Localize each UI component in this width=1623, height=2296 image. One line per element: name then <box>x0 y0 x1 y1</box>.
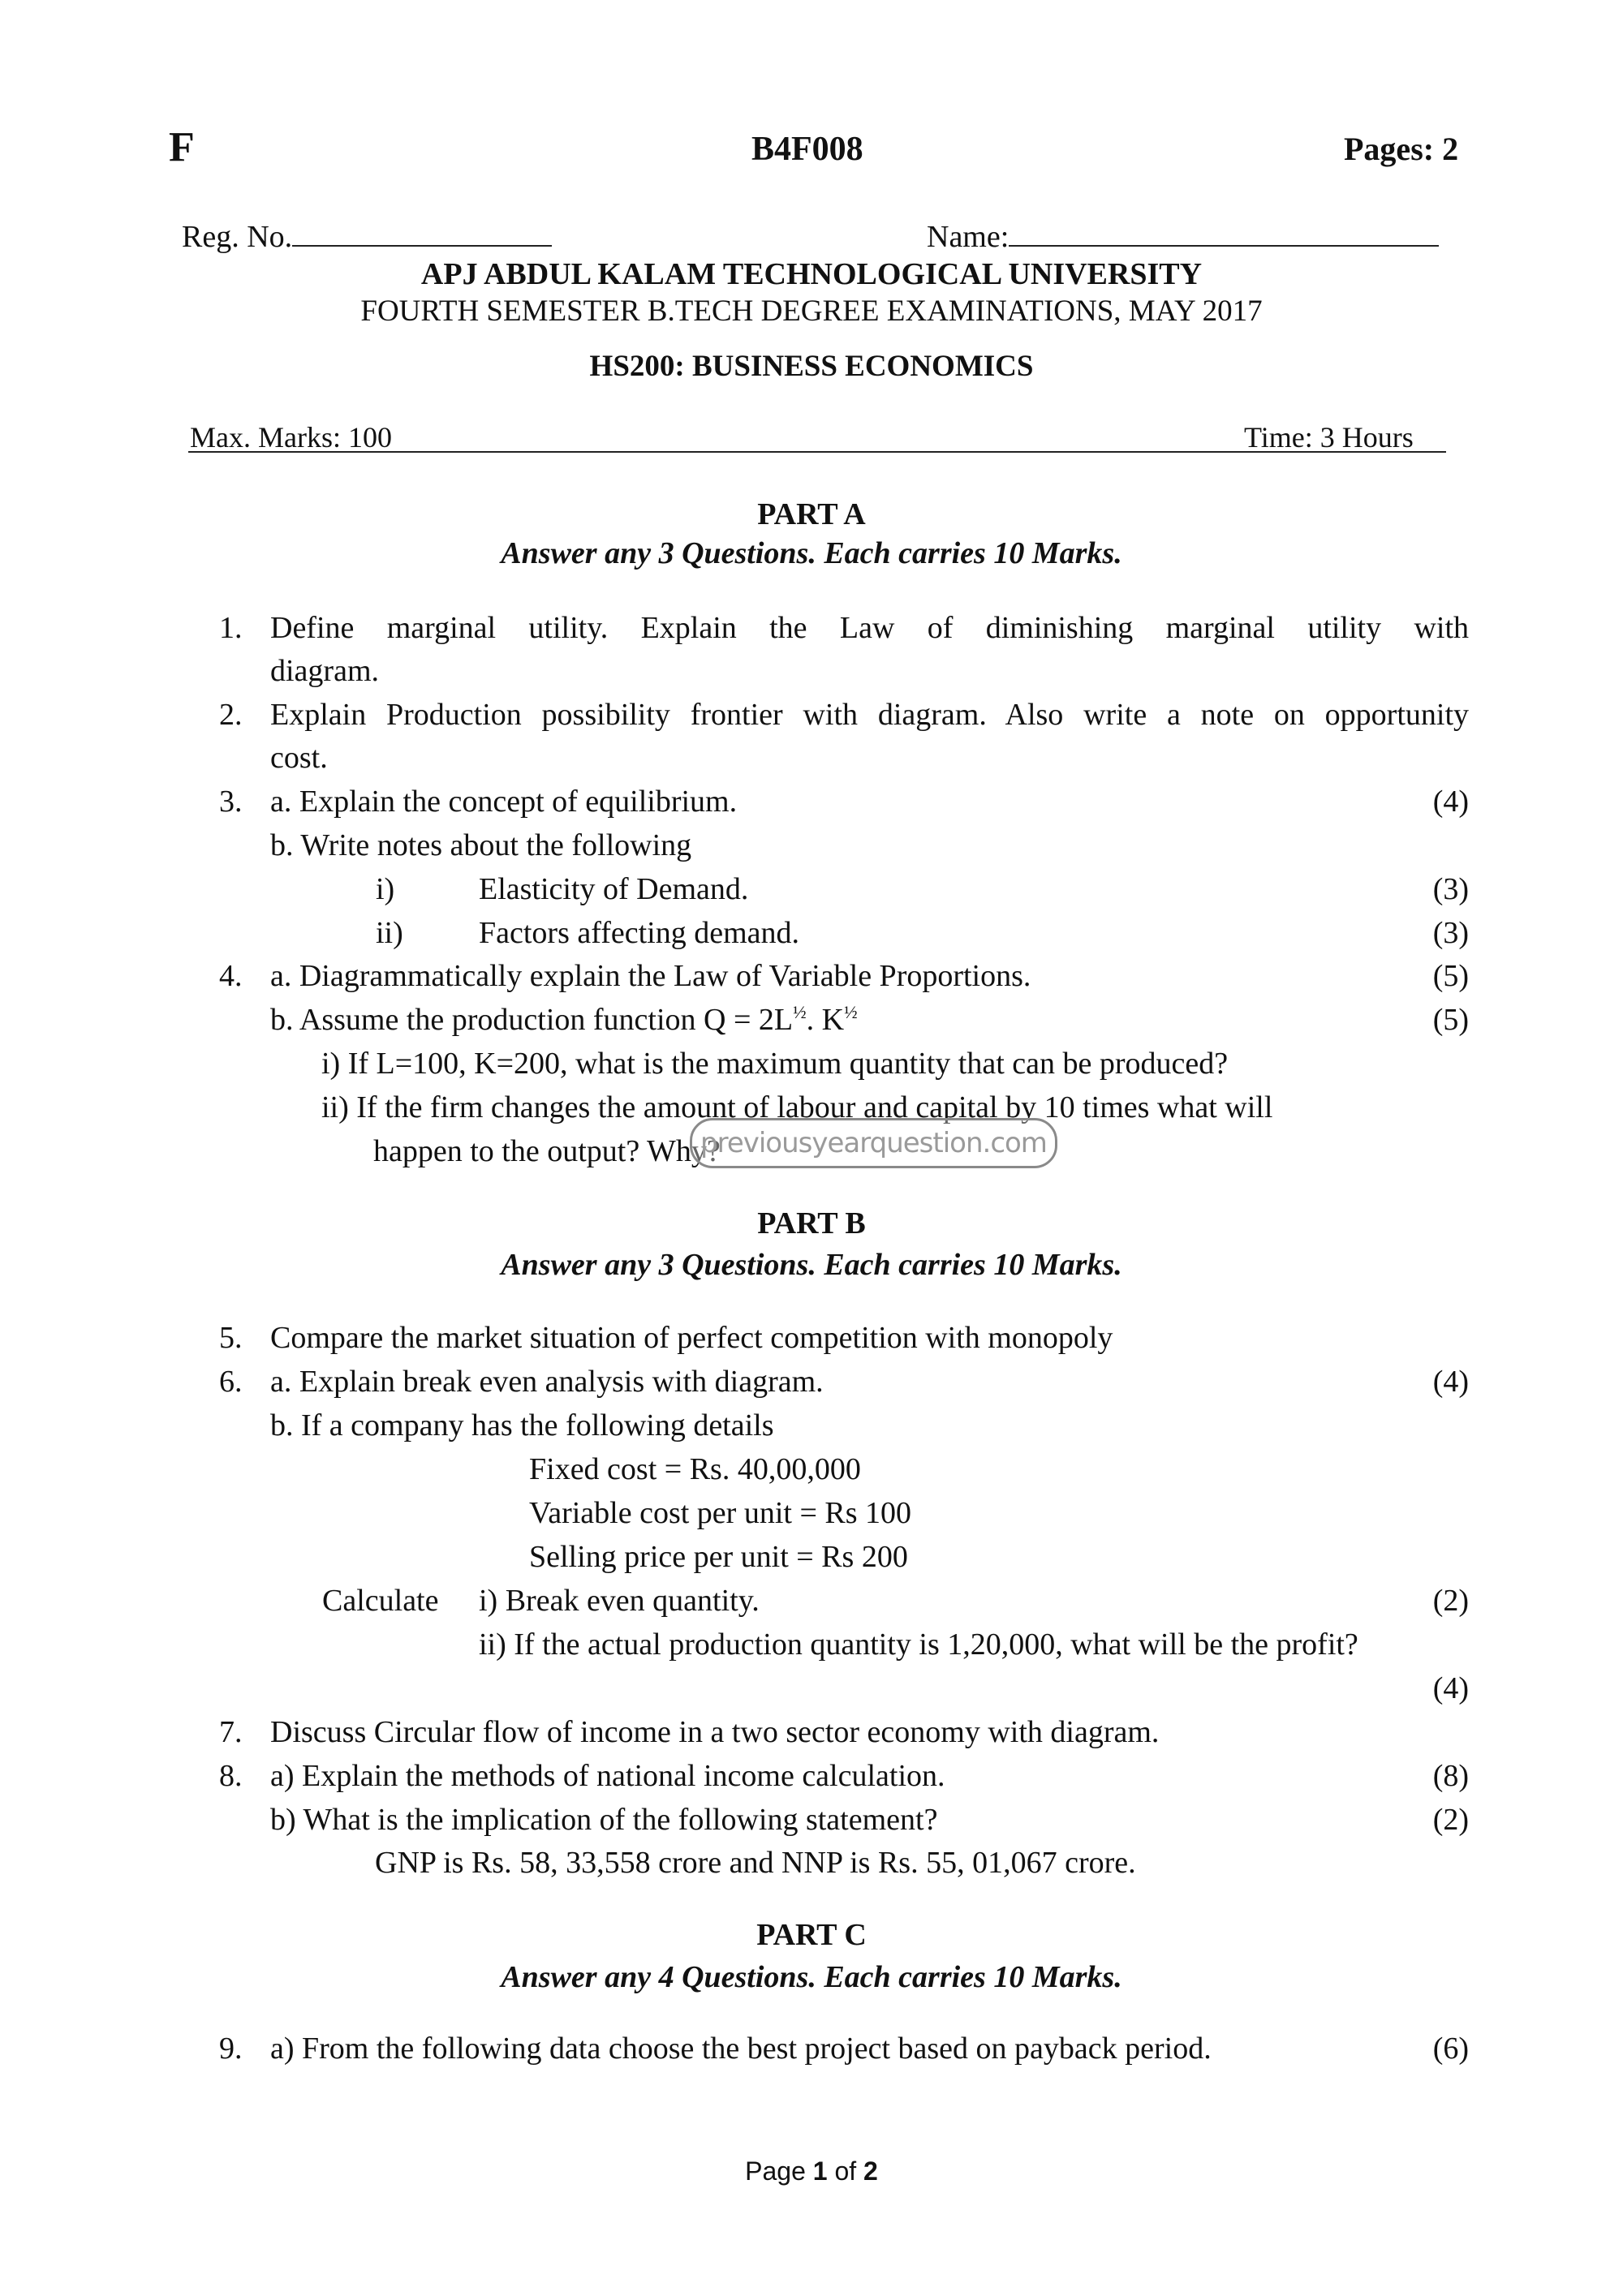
q3b-i-number: i) <box>376 872 395 906</box>
q4-number: 4. <box>219 959 243 993</box>
q3b-i-text: Elasticity of Demand. <box>479 872 749 906</box>
q6a-text: a. Explain break even analysis with diagram. <box>270 1365 824 1399</box>
part-c-title: PART C <box>756 1918 867 1952</box>
q3a-text: a. Explain the concept of equilibrium. <box>270 785 738 819</box>
q6b-variable-cost: Variable cost per unit = Rs 100 <box>529 1496 912 1530</box>
max-marks: Max. Marks: 100 <box>190 421 392 454</box>
q8b-text: b) What is the implication of the following statement? <box>270 1803 938 1837</box>
page-footer <box>0 2156 1623 2186</box>
part-a-title: PART A <box>757 497 866 531</box>
q4b-i-text: i) If L=100, K=200, what is the maximum quantity that can be produced? <box>321 1047 1229 1081</box>
name-label: Name: <box>927 220 1010 254</box>
q4b-ii-line2: happen to the output? Why? <box>373 1134 721 1168</box>
q5-text: Compare the market situation of perfect competition with monopoly <box>270 1321 1113 1355</box>
q6b-fixed-cost: Fixed cost = Rs. 40,00,000 <box>529 1452 861 1486</box>
q4b-marks: (5) <box>1432 1003 1469 1037</box>
q3b-ii-marks: (3) <box>1432 916 1469 950</box>
reg-no-blank <box>292 217 552 247</box>
q2-line1: Explain Production possibility frontier with diagram. Also write a note on opportunity <box>270 698 1469 732</box>
reg-no-label: Reg. No. <box>182 220 293 254</box>
q4b-text <box>270 1002 858 1038</box>
page-count: Pages: 2 <box>1344 131 1459 167</box>
q6b-ii-text: ii) If the actual production quantity is 1,20,000, what will be the profit? <box>479 1627 1358 1662</box>
q4a-text: a. Diagrammatically explain the Law of Variable Proportions. <box>270 959 1031 993</box>
q8a-marks: (8) <box>1432 1759 1469 1793</box>
university-title: APJ ABDUL KALAM TECHNOLOGICAL UNIVERSITY <box>420 257 1203 291</box>
name-blank <box>1009 217 1439 247</box>
footer-page-word: Page <box>745 2156 813 2186</box>
q3-number: 3. <box>219 785 243 819</box>
footer-total-pages: 2 <box>863 2156 878 2186</box>
q8a-text: a) Explain the methods of national income calculation. <box>270 1759 945 1793</box>
name-field <box>927 217 1439 255</box>
q7-number: 7. <box>219 1715 243 1749</box>
q4a-marks: (5) <box>1432 959 1469 993</box>
q8b-statement: GNP is Rs. 58, 33,558 crore and NNP is Rs. 55, 01,067 crore. <box>375 1846 1136 1880</box>
q1-number: 1. <box>219 611 243 645</box>
q8-number: 8. <box>219 1759 243 1793</box>
q4b-exponent-l: ½ <box>793 1002 807 1022</box>
q5-number: 5. <box>219 1321 243 1355</box>
footer-current-page: 1 <box>812 2156 828 2186</box>
q6b-calculate-label: Calculate <box>322 1584 439 1618</box>
q8b-marks: (2) <box>1432 1803 1469 1837</box>
q6b-i-marks: (2) <box>1432 1584 1469 1618</box>
reg-no-field <box>182 217 552 255</box>
part-b-instruction: Answer any 3 Questions. Each carries 10 Marks. <box>501 1248 1122 1282</box>
exam-title: FOURTH SEMESTER B.TECH DEGREE EXAMINATIONS, MAY 2017 <box>360 295 1263 328</box>
q9a-marks: (6) <box>1432 2032 1469 2066</box>
q2-line2: cost. <box>270 741 328 775</box>
q4b-prefix: b. Assume the production function Q = 2L <box>270 1003 794 1037</box>
q2-number: 2. <box>219 698 243 732</box>
q6a-marks: (4) <box>1432 1365 1469 1399</box>
q3b-text: b. Write notes about the following <box>270 828 692 862</box>
q6-number: 6. <box>219 1365 243 1399</box>
part-a-instruction: Answer any 3 Questions. Each carries 10 Marks. <box>501 536 1122 570</box>
q4b-ii-line1: ii) If the firm changes the amount of labour and capital by 10 times what will <box>321 1090 1273 1124</box>
footer-of-word: of <box>827 2156 864 2186</box>
q1-line1: Define marginal utility. Explain the Law of diminishing marginal utility with <box>270 611 1469 645</box>
q1-line2: diagram. <box>270 654 380 688</box>
paper-code: B4F008 <box>751 131 863 168</box>
q6b-ii-marks: (4) <box>1432 1671 1469 1705</box>
watermark-badge: previousyearquestion.com <box>690 1118 1057 1168</box>
set-code: F <box>169 124 195 170</box>
q6b-text: b. If a company has the following details <box>270 1408 774 1443</box>
q6b-selling-price: Selling price per unit = Rs 200 <box>529 1540 908 1574</box>
q9a-text: a) From the following data choose the best project based on payback period. <box>270 2032 1212 2066</box>
course-title: HS200: BUSINESS ECONOMICS <box>589 350 1034 383</box>
q3b-i-marks: (3) <box>1432 872 1469 906</box>
q3a-marks: (4) <box>1432 785 1469 819</box>
q4b-mid: . K <box>806 1003 845 1037</box>
part-b-title: PART B <box>757 1206 866 1240</box>
header-rule <box>188 451 1446 453</box>
q6b-i-text: i) Break even quantity. <box>479 1584 760 1618</box>
q4b-exponent-k: ½ <box>844 1002 858 1022</box>
q9-number: 9. <box>219 2032 243 2066</box>
q3b-ii-text: Factors affecting demand. <box>479 916 799 950</box>
q7-text: Discuss Circular flow of income in a two sector economy with diagram. <box>270 1715 1160 1749</box>
q3b-ii-number: ii) <box>376 916 403 950</box>
exam-time: Time: 3 Hours <box>1244 421 1414 454</box>
part-c-instruction: Answer any 4 Questions. Each carries 10 Marks. <box>501 1960 1122 1994</box>
